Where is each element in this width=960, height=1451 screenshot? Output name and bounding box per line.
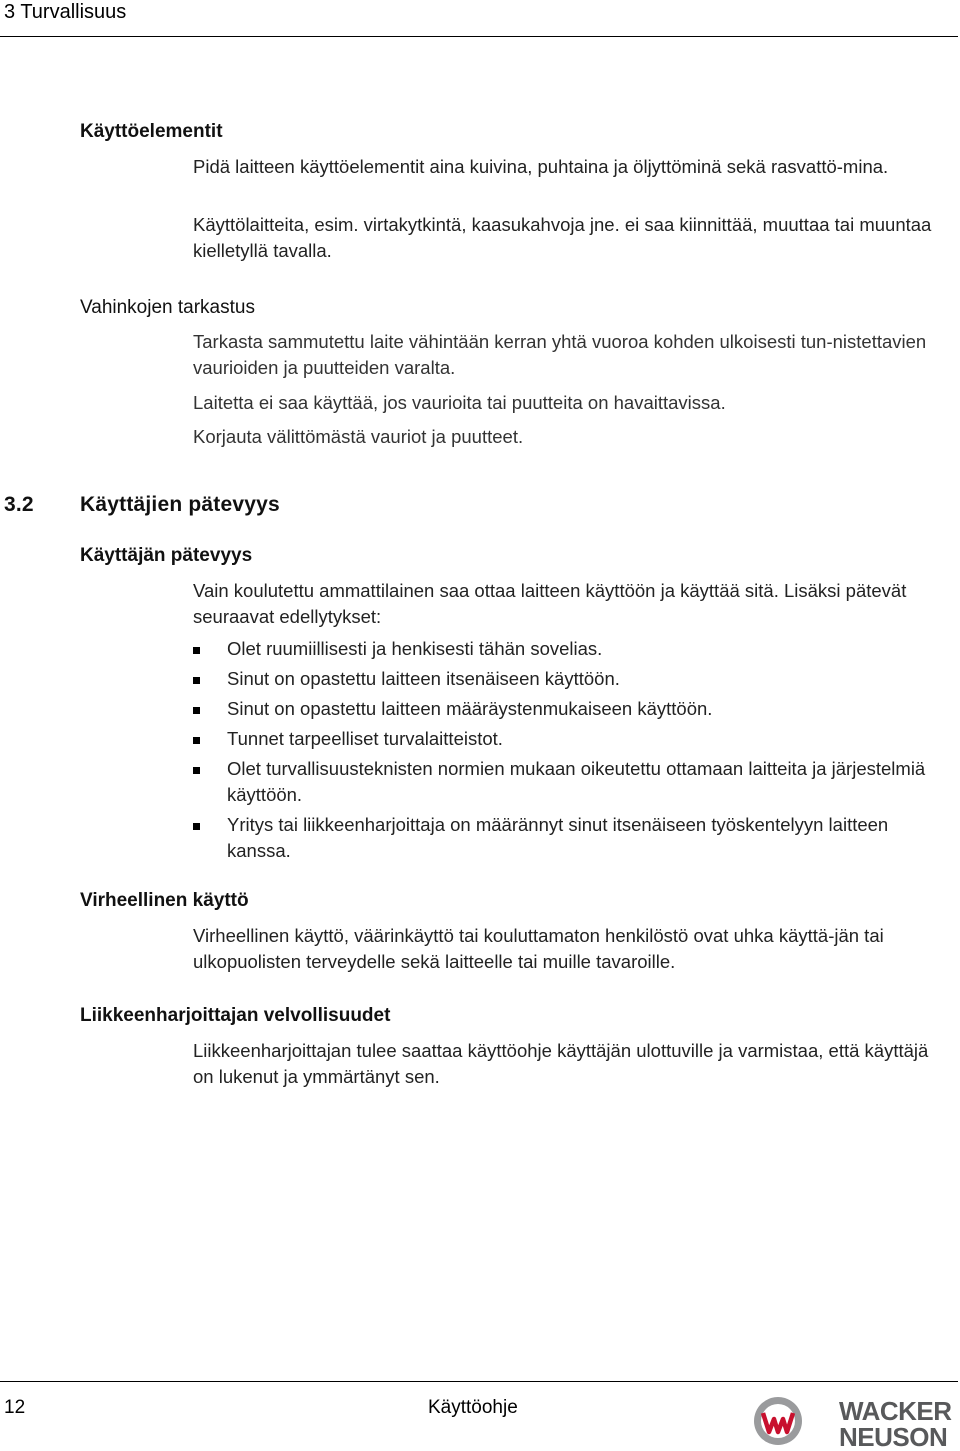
list-item-text: Sinut on opastettu laitteen määräystenmukaiseen käyttöön. bbox=[227, 698, 713, 719]
bullet-square-icon bbox=[193, 707, 200, 714]
heading-vahinkojen-tarkastus: Vahinkojen tarkastus bbox=[80, 297, 255, 318]
page-header-title: 3 Turvallisuus bbox=[4, 1, 127, 23]
list-item bbox=[193, 636, 953, 662]
bullet-square-icon bbox=[193, 767, 200, 774]
list-item-text: Tunnet tarpeelliset turvalaitteistot. bbox=[227, 728, 503, 749]
heading-kayttoelementit: Käyttöelementit bbox=[80, 121, 223, 142]
bullet-square-icon bbox=[193, 737, 200, 744]
heading-virheellinen-kaytto: Virheellinen käyttö bbox=[80, 890, 249, 911]
paragraph-kayttoelementit-2: Käyttölaitteita, esim. virtakytkintä, kaasukahvoja jne. ei saa kiinnittää, muuttaa tai muuntaa kielletyllä tavalla. bbox=[193, 214, 932, 261]
paragraph-vahinkojen-3: Korjauta välittömästä vauriot ja puutteet. bbox=[193, 426, 524, 447]
paragraph-vahinkojen-2: Laitetta ei saa käyttää, jos vaurioita tai puutteita on havaittavissa. bbox=[193, 392, 726, 413]
list-item-text: Sinut on opastettu laitteen itsenäiseen käyttöön. bbox=[227, 668, 620, 689]
paragraph-virheellinen: Virheellinen käyttö, väärinkäyttö tai kouluttamaton henkilöstö ovat uhka käyttä-jän tai ulkopuolisten terveydelle sekä laitteelle tai muille tavaroille. bbox=[193, 925, 884, 972]
paragraph-kayttajan-intro: Vain koulutettu ammattilainen saa ottaa laitteen käyttöön ja käyttää sitä. Lisäksi pätevät seuraavat edellytykset: bbox=[193, 580, 907, 627]
paragraph-vahinkojen-1: Tarkasta sammutettu laite vähintään kerran yhtä vuoroa kohden ulkoisesti tun-nistettavien vaurioiden ja puutteiden varalta. bbox=[193, 331, 927, 378]
list-item bbox=[193, 726, 953, 752]
logo-wacker-text: WACKER bbox=[839, 1396, 952, 1426]
list-item-text: Olet ruumiillisesti ja henkisesti tähän sovelias. bbox=[227, 638, 603, 659]
paragraph-liikkeenharjoittajan: Liikkeenharjoittajan tulee saattaa käyttöohje käyttäjän ulottuville ja varmistaa, että käyttäjä on lukenut ja ymmärtänyt sen. bbox=[193, 1040, 929, 1087]
section-title: Käyttäjien pätevyys bbox=[80, 493, 280, 516]
paragraph-kayttoelementit-1: Pidä laitteen käyttöelementit aina kuivina, puhtaina ja öljyttöminä sekä rasvattö-mina. bbox=[193, 156, 889, 177]
list-item bbox=[193, 756, 953, 808]
footer-page-number: 12 bbox=[4, 1397, 26, 1418]
heading-liikkeenharjoittajan: Liikkeenharjoittajan velvollisuudet bbox=[80, 1005, 391, 1026]
wacker-neuson-emblem-icon bbox=[754, 1397, 802, 1445]
bullet-square-icon bbox=[193, 823, 200, 830]
bullet-list bbox=[193, 636, 953, 868]
logo-neuson-text: NEUSON bbox=[839, 1422, 948, 1450]
list-item-text: Olet turvallisuusteknisten normien mukaan oikeutettu ottamaan laitteita ja järjestelmiä käyttöön. bbox=[227, 758, 926, 805]
wacker-neuson-logo bbox=[752, 1392, 957, 1450]
heading-kayttajan-patevyys: Käyttäjän pätevyys bbox=[80, 545, 253, 566]
footer-rule bbox=[0, 1381, 958, 1382]
header-rule bbox=[0, 36, 958, 37]
list-item bbox=[193, 666, 953, 692]
list-item-text: Yritys tai liikkeenharjoittaja on määrännyt sinut itsenäiseen työskentelyyn laitteen kanssa. bbox=[227, 814, 889, 861]
bullet-square-icon bbox=[193, 647, 200, 654]
section-heading-3-2 bbox=[4, 492, 280, 518]
section-number: 3.2 bbox=[4, 493, 34, 516]
list-item bbox=[193, 696, 953, 722]
list-item bbox=[193, 812, 953, 864]
bullet-square-icon bbox=[193, 677, 200, 684]
footer-doc-title: Käyttöohje bbox=[428, 1397, 518, 1418]
